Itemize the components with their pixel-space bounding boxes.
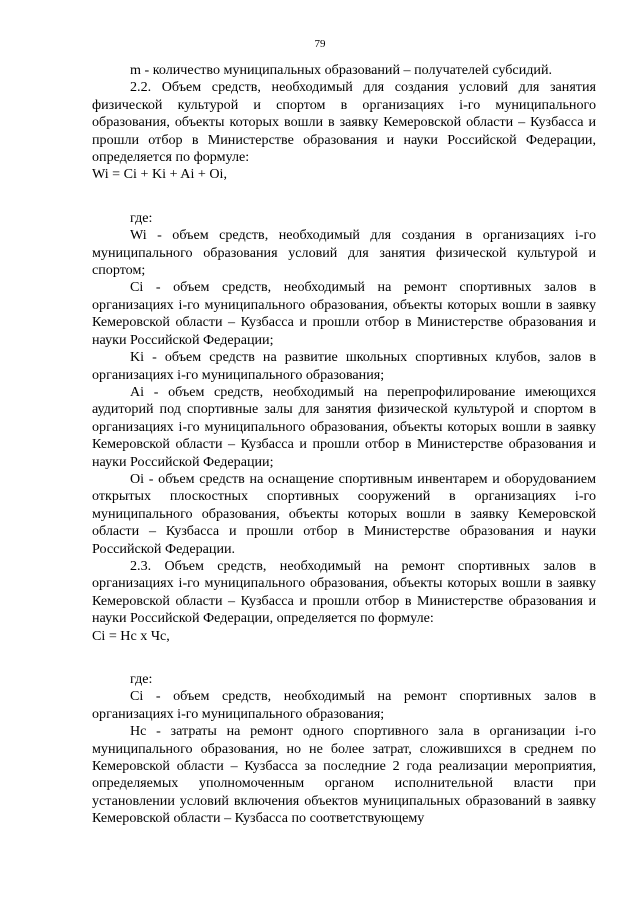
paragraph-2-3: 2.3. Объем средств, необходимый на ремонт спортивных залов в организациях i-го муниципального образования, объекты которых вошли в заявку Кемеровской области – Кузбасса и прошли отбор в Министерстве образования и науки Российской Федерации, определяется по формуле: [92,557,596,627]
paragraph-m-definition: m - количество муниципальных образований – получателей субсидий. [130,62,553,78]
where-label: где: [130,209,153,226]
definition-nc: Нс - затраты на ремонт одного спортивного зала в организации i-го муниципального образования, но не более затрат, сложившихся в среднем по Кемеровской области – Кузбасса за последние 2 года реализации мероприятия, определяемых уполномоченным органом исполнительной власти при установлении условий включения объектов муниципальных образований в заявку Кемеровской области – Кузбасса по соответствующему [92,723,596,827]
page-number: 79 [314,38,326,50]
definition-ki: Ki - объем средств на развитие школьных спортивных клубов, залов в организациях i-го муниципального образования; [92,349,596,383]
spacer [92,184,596,210]
definition-oi: Oi - объем средств на оснащение спортивным инвентарем и оборудованием открытых плоскостных спортивных сооружений в организациях i-го муниципального образования, объекты которых вошли в заявку Кемеровской области – Кузбасса и прошли отбор в Министерстве образования и науки Российской Федерации. [92,470,596,557]
formula-ci: Ci = Нс х Чс, [92,627,170,644]
definition-wi: Wi - объем средств, необходимый для создания в организациях i-го муниципального образования условий для занятия физической культурой и спортом; [92,227,596,279]
definition-ci: Ci - объем средств, необходимый на ремонт спортивных залов в организациях i-го муниципального образования, объекты которых вошли в заявку Кемеровской области – Кузбасса и прошли отбор в Министерстве образования и науки Российской Федерации; [92,279,596,348]
paragraph-2-2: 2.2. Объем средств, необходимый для создания условий для занятия физической культурой и спортом в организациях i-го муниципального образования, объекты которых вошли в заявку Кемеровской области – Кузбасса и прошли отбор в Министерстве образования и науки Российской Федерации, определяется по формуле: [92,79,596,166]
where-label: где: [130,671,153,687]
document-body [92,62,596,828]
definition-ci-2: Ci - объем средств, необходимый на ремонт спортивных залов в организациях i-го муниципального образования; [92,688,596,722]
formula-wi: Wi = Ci + Ki + Ai + Oi, [92,166,227,183]
definition-ai: Ai - объем средств, необходимый на перепрофилирование имеющихся аудиторий под спортивные залы для занятия физической культурой и спортом в организациях i-го муниципального образования, объекты которых вошли в заявку Кемеровской области – Кузбасса и прошли отбор в Министерстве образования и науки Российской Федерации; [92,383,596,470]
spacer [92,645,596,671]
